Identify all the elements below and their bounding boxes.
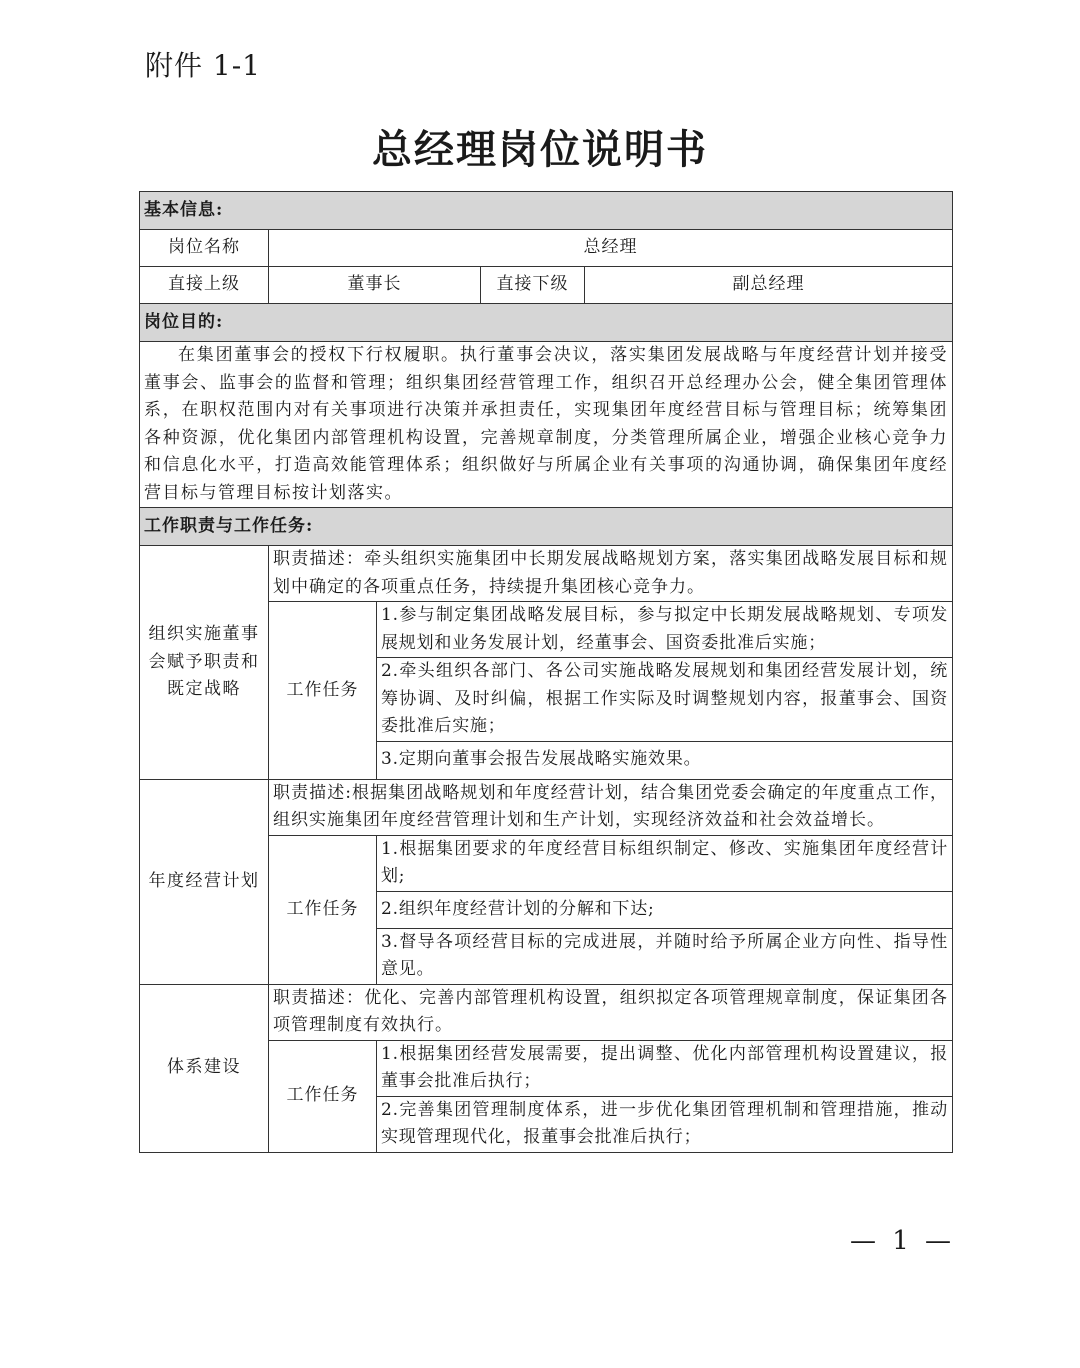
- task-item: 3.定期向董事会报告发展战略实施效果。: [377, 741, 953, 779]
- duties-header: 工作职责与工作任务:: [140, 508, 953, 546]
- job-description-table: [139, 191, 953, 1153]
- task-item: 2.组织年度经营计划的分解和下达;: [377, 891, 953, 928]
- purpose-header-row: [140, 304, 953, 342]
- superior-value: 董事长: [269, 267, 481, 304]
- subordinate-label: 直接下级: [481, 267, 585, 304]
- document-title: 总经理岗位说明书: [372, 126, 708, 173]
- task-item: 2.牵头组织各部门、各公司实施战略发展规划和集团经营发展计划，统筹协调、及时纠偏，根据工作实际及时调整规划内容，报董事会、国资委批准后实施；: [377, 658, 953, 742]
- task-label: 工作任务: [269, 602, 377, 780]
- basic-info-header-row: [140, 192, 953, 230]
- reporting-row: [140, 267, 953, 304]
- page-number: — 1 —: [849, 1226, 956, 1256]
- duty-description: 职责描述：牵头组织实施集团中长期发展战略规划方案，落实集团战略发展目标和规划中确定的各项重点任务，持续提升集团核心竞争力。: [269, 546, 953, 602]
- duty-group-row: [140, 984, 953, 1040]
- duty-group-name: 年度经营计划: [140, 779, 269, 984]
- task-item: 1.根据集团要求的年度经营目标组织制定、修改、实施集团年度经营计划;: [377, 835, 953, 891]
- superior-label: 直接上级: [140, 267, 269, 304]
- position-label: 岗位名称: [140, 230, 269, 267]
- duty-group-name: 体系建设: [140, 984, 269, 1152]
- duty-group-row: [140, 546, 953, 602]
- purpose-text: 在集团董事会的授权下行权履职。执行董事会决议，落实集团发展战略与年度经营计划并接受董事会、监事会的监督和管理；组织集团经营管理工作，组织召开总经理办公会，健全集团管理体系，在职权范围内对有关事项进行决策并承担责任，实现集团年度经营目标与管理目标；统筹集团各种资源，优化集团内部管理机构设置，完善规章制度，分类管理所属企业，增强企业核心竞争力和信息化水平，打造高效能管理体系；组织做好与所属企业有关事项的沟通协调，确保集团年度经营目标与管理目标按计划落实。: [140, 342, 953, 508]
- duty-group-row: [140, 779, 953, 835]
- task-item: 3.督导各项经营目标的完成进展，并随时给予所属企业方向性、指导性意见。: [377, 928, 953, 984]
- task-label: 工作任务: [269, 835, 377, 984]
- duty-description: 职责描述：优化、完善内部管理机构设置，组织拟定各项管理规章制度，保证集团各项管理制度有效执行。: [269, 984, 953, 1040]
- duties-header-row: [140, 508, 953, 546]
- position-value: 总经理: [269, 230, 953, 267]
- duty-group-name: 组织实施董事会赋予职责和既定战略: [140, 546, 269, 780]
- task-item: 2.完善集团管理制度体系，进一步优化集团管理机制和管理措施，推动实现管理现代化，报董事会批准后执行；: [377, 1096, 953, 1152]
- purpose-row: [140, 342, 953, 508]
- position-row: [140, 230, 953, 267]
- attachment-label: 附件 1-1: [145, 49, 261, 82]
- task-item: 1.根据集团经营发展需要，提出调整、优化内部管理机构设置建议，报董事会批准后执行；: [377, 1040, 953, 1096]
- basic-info-header: 基本信息:: [140, 192, 953, 230]
- task-item: 1.参与制定集团战略发展目标，参与拟定中长期发展战略规划、专项发展规划和业务发展计划，经董事会、国资委批准后实施；: [377, 602, 953, 658]
- subordinate-value: 副总经理: [585, 267, 953, 304]
- duty-description: 职责描述:根据集团战略规划和年度经营计划，结合集团党委会确定的年度重点工作，组织实施集团年度经营管理计划和生产计划，实现经济效益和社会效益增长。: [269, 779, 953, 835]
- purpose-header: 岗位目的:: [140, 304, 953, 342]
- task-label: 工作任务: [269, 1040, 377, 1152]
